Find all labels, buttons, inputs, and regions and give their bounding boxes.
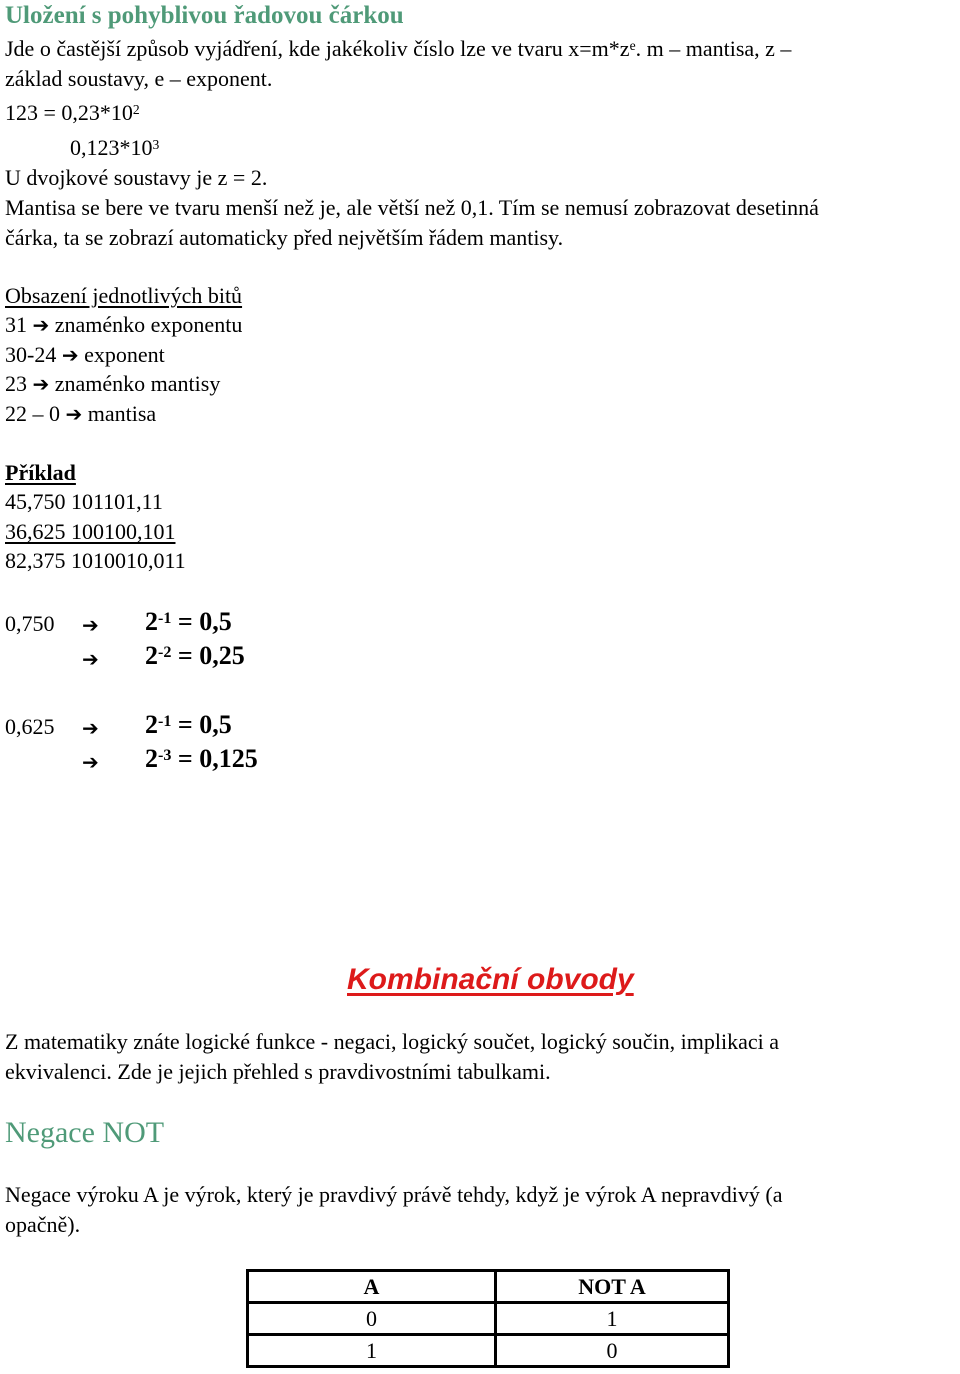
bit-description: znaménko mantisy: [54, 371, 221, 396]
not-heading: Negace NOT: [5, 1116, 165, 1149]
arrow-right-icon: ➔: [32, 313, 50, 337]
not-line-1: Negace výroku A je výrok, který je pravdivý právě tehdy, když je výrok A nepravdivý (a: [5, 1182, 783, 1207]
bits-row: [5, 373, 220, 395]
equals-sign: =: [171, 744, 200, 773]
equation-base: 0,123*10: [70, 135, 153, 160]
binary-note: U dvojkové soustavy je z = 2.: [5, 165, 268, 190]
bit-number: 22 – 0: [5, 401, 60, 426]
conversion-line: [145, 609, 232, 635]
example-row: [5, 491, 163, 513]
power-value: 0,25: [199, 641, 245, 670]
power-exponent: -1: [158, 609, 172, 627]
power-base: 2: [145, 607, 158, 636]
intro-line-2: základ soustavy, e – exponent.: [5, 66, 273, 91]
table-cell: 0: [248, 1303, 496, 1335]
bits-row: [5, 403, 156, 425]
bits-row: [5, 314, 242, 336]
intro-line-1: [5, 38, 791, 60]
bit-number: 31: [5, 312, 27, 337]
decimal-value: 82,375: [5, 548, 66, 573]
power-exponent: -3: [158, 746, 172, 764]
power-value: 0,5: [199, 607, 232, 636]
power-base: 2: [145, 744, 158, 773]
table-cell: 1: [248, 1335, 496, 1367]
table-cell: 0: [496, 1335, 729, 1367]
mantisa-line-1: Mantisa se bere ve tvaru menší než je, ale větší než 0,1. Tím se nemusí zobrazovat desetinná: [5, 195, 819, 220]
example-row: [5, 521, 176, 543]
binary-value: 100100,101: [71, 519, 176, 544]
binary-value: 101101,11: [71, 489, 163, 514]
table-header: A: [248, 1271, 496, 1303]
comb-line-1: Z matematiky znáte logické funkce - negaci, logický součet, logický součin, implikaci a: [5, 1029, 780, 1054]
equals-sign: =: [171, 710, 200, 739]
table-cell: 1: [496, 1303, 729, 1335]
mantisa-line-2: čárka, ta se zobrazí automaticky před největším řádem mantisy.: [5, 225, 564, 250]
equation-exponent: 2: [132, 101, 140, 117]
example-row: [5, 550, 186, 572]
conversion-line: [145, 643, 245, 669]
comb-line-2: ekvivalenci. Zde je jejich přehled s pravdivostními tabulkami.: [5, 1059, 551, 1084]
equation-exponent: 3: [152, 136, 160, 152]
arrow-right-icon: ➔: [65, 402, 83, 426]
conversion-label: 0,625: [5, 714, 55, 739]
equals-sign: =: [171, 607, 200, 636]
equals-sign: =: [171, 641, 200, 670]
equation-base: 123 = 0,23*10: [5, 100, 133, 125]
bit-number: 30-24: [5, 342, 57, 367]
power-exponent: -2: [158, 643, 172, 661]
decimal-value: 45,750: [5, 489, 66, 514]
arrow-right-icon: ➔: [61, 343, 79, 367]
example-heading: Příklad: [5, 460, 76, 485]
page-title: Uložení s pohyblivou řadovou čárkou: [5, 2, 404, 29]
intro-exponent: e: [629, 37, 636, 53]
bit-number: 23: [5, 371, 27, 396]
power-base: 2: [145, 710, 158, 739]
truth-table: [246, 1269, 730, 1368]
table-row: [248, 1303, 729, 1335]
power-base: 2: [145, 641, 158, 670]
bits-heading: Obsazení jednotlivých bitů: [5, 283, 243, 308]
table-header: NOT A: [496, 1271, 729, 1303]
bit-description: mantisa: [87, 401, 157, 426]
table-row: [248, 1335, 729, 1367]
arrow-right-icon: ➔: [82, 647, 99, 671]
arrow-right-icon: ➔: [82, 613, 99, 637]
decimal-value: 36,625: [5, 519, 66, 544]
bits-row: [5, 344, 165, 366]
conversion-line: [145, 746, 258, 772]
not-line-2: opačně).: [5, 1212, 81, 1237]
intro-text-end: . m – mantisa, z –: [635, 36, 792, 61]
power-exponent: -1: [158, 712, 172, 730]
conversion-label: 0,750: [5, 611, 55, 636]
example-equation-1: [5, 102, 140, 124]
conversion-line: [145, 712, 232, 738]
power-value: 0,125: [199, 744, 258, 773]
binary-value: 1010010,011: [71, 548, 186, 573]
intro-text: Jde o častější způsob vyjádření, kde jakékoliv číslo lze ve tvaru x=m*z: [5, 36, 630, 61]
example-equation-2: [70, 137, 159, 159]
arrow-right-icon: ➔: [82, 750, 99, 774]
arrow-right-icon: ➔: [32, 372, 50, 396]
bit-description: znaménko exponentu: [54, 312, 243, 337]
table-header-row: [248, 1271, 729, 1303]
power-value: 0,5: [199, 710, 232, 739]
section-title: Kombinační obvody: [347, 963, 634, 996]
bit-description: exponent: [84, 342, 165, 367]
arrow-right-icon: ➔: [82, 716, 99, 740]
